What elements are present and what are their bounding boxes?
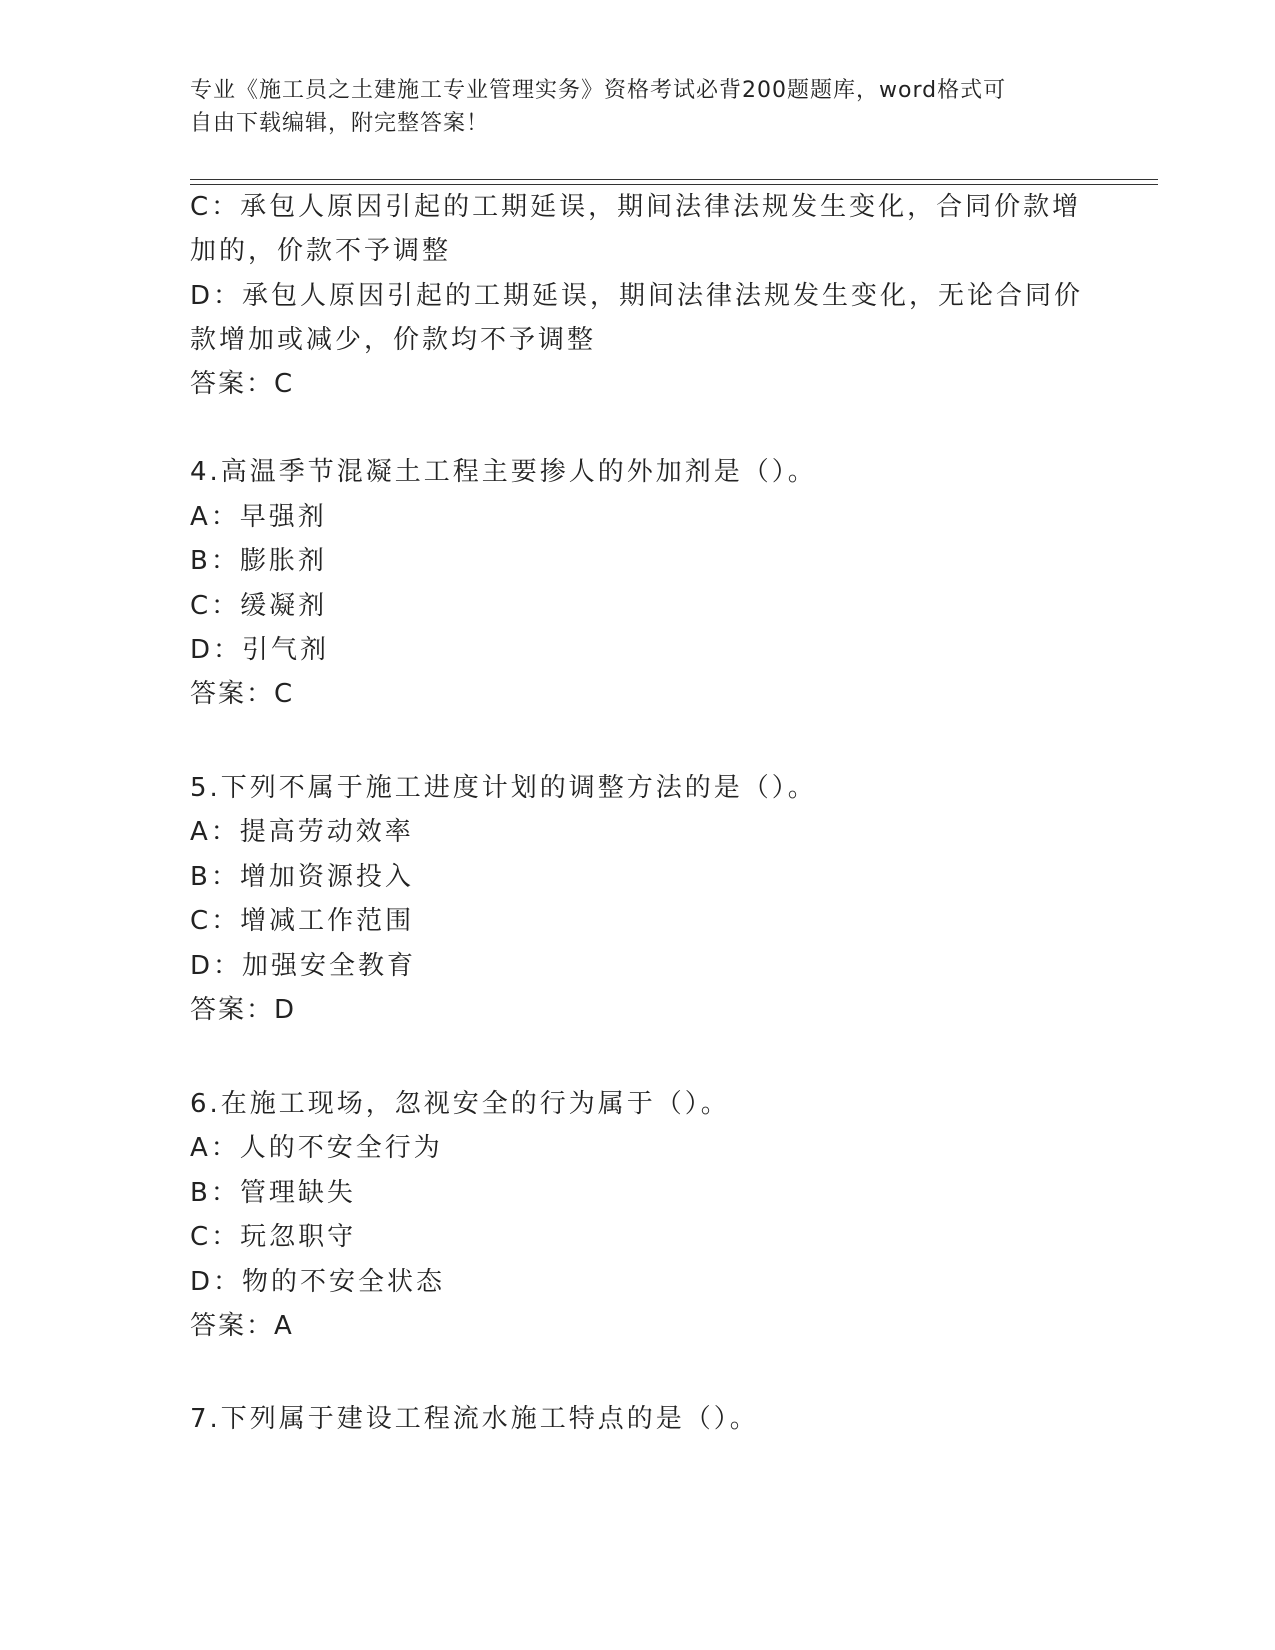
q6-answer: 答案：A (190, 1311, 294, 1341)
q5-option-b: B：增加资源投入 (190, 862, 414, 892)
header-line-2: 自由下载编辑，附完整答案！ (190, 111, 490, 136)
q4-option-d: D：引气剂 (190, 635, 330, 665)
q4-option-c: C：缓凝剂 (190, 591, 328, 621)
q5-option-a: A：提高劳动效率 (190, 817, 414, 847)
q6-option-a: A：人的不安全行为 (190, 1133, 443, 1163)
q6-option-b: B：管理缺失 (190, 1178, 356, 1208)
q4-question: 4.高温季节混凝土工程主要掺人的外加剂是（）。 (190, 457, 817, 487)
q3-option-c-line-1: C：承包人原因引起的工期延误，期间法律法规发生变化，合同价款增 (190, 192, 1082, 222)
q3-answer: 答案：C (190, 369, 295, 399)
q6-question: 6.在施工现场，忽视安全的行为属于（）。 (190, 1089, 730, 1119)
header-line-1: 专业《施工员之土建施工专业管理实务》资格考试必背200题题库，word格式可 (190, 78, 1007, 103)
q7-question: 7.下列属于建设工程流水施工特点的是（）。 (190, 1404, 759, 1434)
q6-option-d: D：物的不安全状态 (190, 1267, 446, 1297)
q3-option-d-line-2: 款增加或减少，价款均不予调整 (190, 325, 597, 355)
q3-option-d-line-1: D：承包人原因引起的工期延误，期间法律法规发生变化，无论合同价 (190, 281, 1084, 311)
document-header (190, 74, 1090, 140)
q4-option-b: B：膨胀剂 (190, 546, 327, 576)
q5-option-c: C：增减工作范围 (190, 906, 415, 936)
q6-option-c: C：玩忽职守 (190, 1222, 357, 1252)
q5-option-d: D：加强安全教育 (190, 951, 417, 981)
q4-option-a: A：早强剂 (190, 502, 327, 532)
q5-question: 5.下列不属于施工进度计划的调整方法的是（）。 (190, 773, 817, 803)
q5-answer: 答案：D (190, 995, 297, 1025)
header-divider-top (190, 179, 1158, 180)
q4-answer: 答案：C (190, 679, 295, 709)
header-divider-bottom (190, 184, 1158, 185)
q3-option-c-line-2: 加的，价款不予调整 (190, 236, 452, 266)
